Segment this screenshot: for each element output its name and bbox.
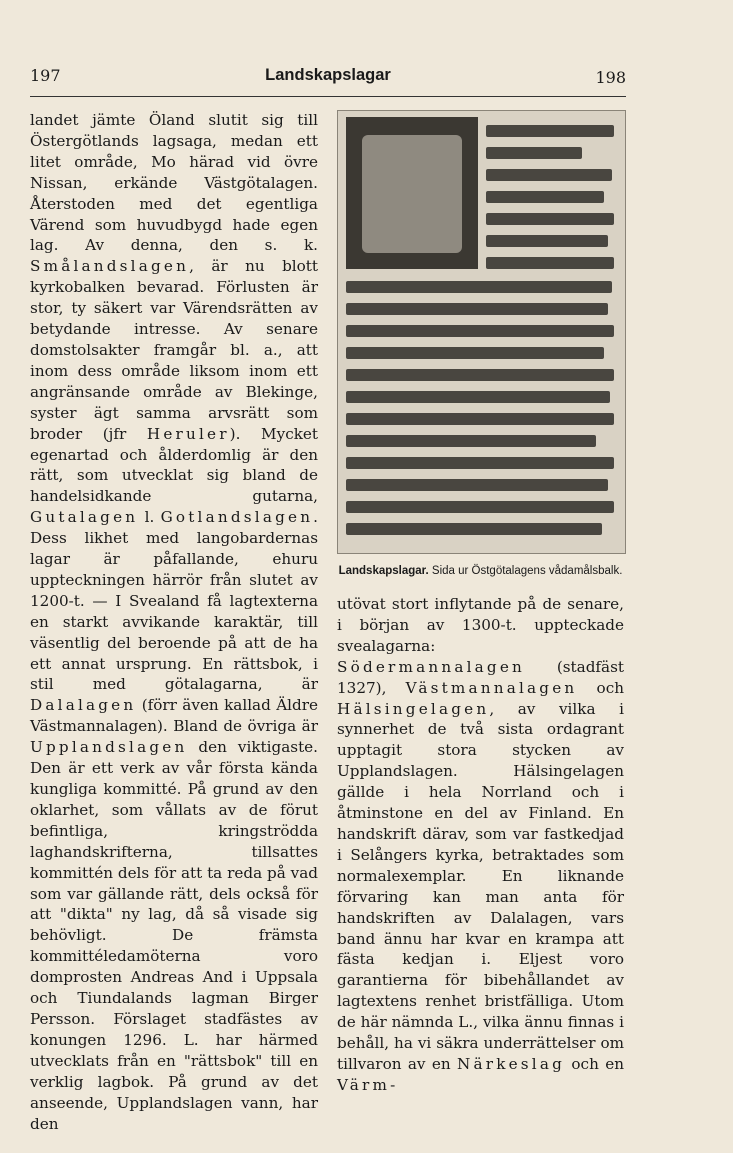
- caption-text: Sida ur Östgötalagens vådamålsbalk.: [428, 565, 623, 577]
- page-header: [30, 66, 626, 94]
- right-page-number: 198: [595, 68, 626, 87]
- right-column-text: utövat stort inflytande på de senare, i början av 1300-t. uppteckade svealagarna: Södermannalagen (stadfäst 1327), Västmannalagen och Hälsingelagen, av vilka i synnerhet de två sista ordagrant upptagit stora stycken av Upplandslagen. Hälsingelagen gällde i hela Norrland och i åtminstone en del av Finland. En handskrift därav, som var fastkedjad i Selångers kyrka, betraktades som normalexemplar. En liknande förvaring kan man anta för handskriften av Dalalagen, vars band ännu har kvar en krampa att fästa kedjan i. Eljest voro garantierna för bibehållandet av lagtextens renhet bristfälliga. Utom de här nämnda L., vilka ännu finnas i behåll, ha vi säkra underrättelser om tillvaron av en Närkeslag och en Värm-: [337, 595, 624, 1094]
- figure-block: [337, 110, 624, 579]
- caption-title: Landskapslagar.: [338, 565, 429, 577]
- figure-caption: [337, 564, 624, 579]
- header-rule: [30, 96, 626, 97]
- left-column-text: landet jämte Öland slutit sig till Östergötlands lagsaga, medan ett litet område, Mo härad vid övre Nissan, erkände Västgötalagen. Återstoden med det egentliga Värend som huvudbygd hade egen lag. Av denna, den s. k. Smålandslagen, är nu blott kyrkobalken bevarad. Förlusten är stor, ty säkert var Värendsrätten av betydande intresse. Av senare domstolsakter framgår bl. a., att inom dess område liksom inom ett angränsande område av Blekinge, syster ägt samma arvsrätt som broder (jfr Heruler). Mycket egenartad och ålderdomlig är den rätt, som utvecklat sig bland de handelsidkande gutarna, Gutalagen l. Gotlandslagen. Dess likhet med langobardernas lagar är påfallande, ehuru uppteckningen härrör från slutet av 1200-t. — I Svealand få lagtexterna en starkt avvikande karaktär, till väsentlig del beroende på att de ha ett annat ursprung. En rättsbok, i stil med götalagarna, är Dalalagen (förr även kallad Äldre Västmannalagen). Bland de övriga är Upplandslagen den viktigaste. Den är ett verk av vår första kända kungliga kommitté. På grund av den oklarhet, som vållats av de förut befintliga, kringströdda laghandskrifterna, tillsattes kommittén dels för att ta reda på vad som var gällande rätt, dels också för att "dikta" ny lag, då så visade sig behövligt. De främsta kommittéledamöterna voro domprosten Andreas And i Uppsala och Tiundalands lagman Birger Persson. Förslaget stadfästes av konungen 1296. L. har härmed utvecklats från en "rättsbok" till en verklig lagbok. På grund av det anseende, Upplandslagen vann, har den: [30, 111, 318, 1133]
- left-page-number: 197: [30, 66, 61, 85]
- manuscript-image: [337, 110, 626, 554]
- illuminated-initial: [346, 117, 478, 269]
- right-column: [337, 594, 624, 1096]
- running-title: Landskapslagar: [265, 66, 391, 84]
- left-column: [30, 110, 318, 1134]
